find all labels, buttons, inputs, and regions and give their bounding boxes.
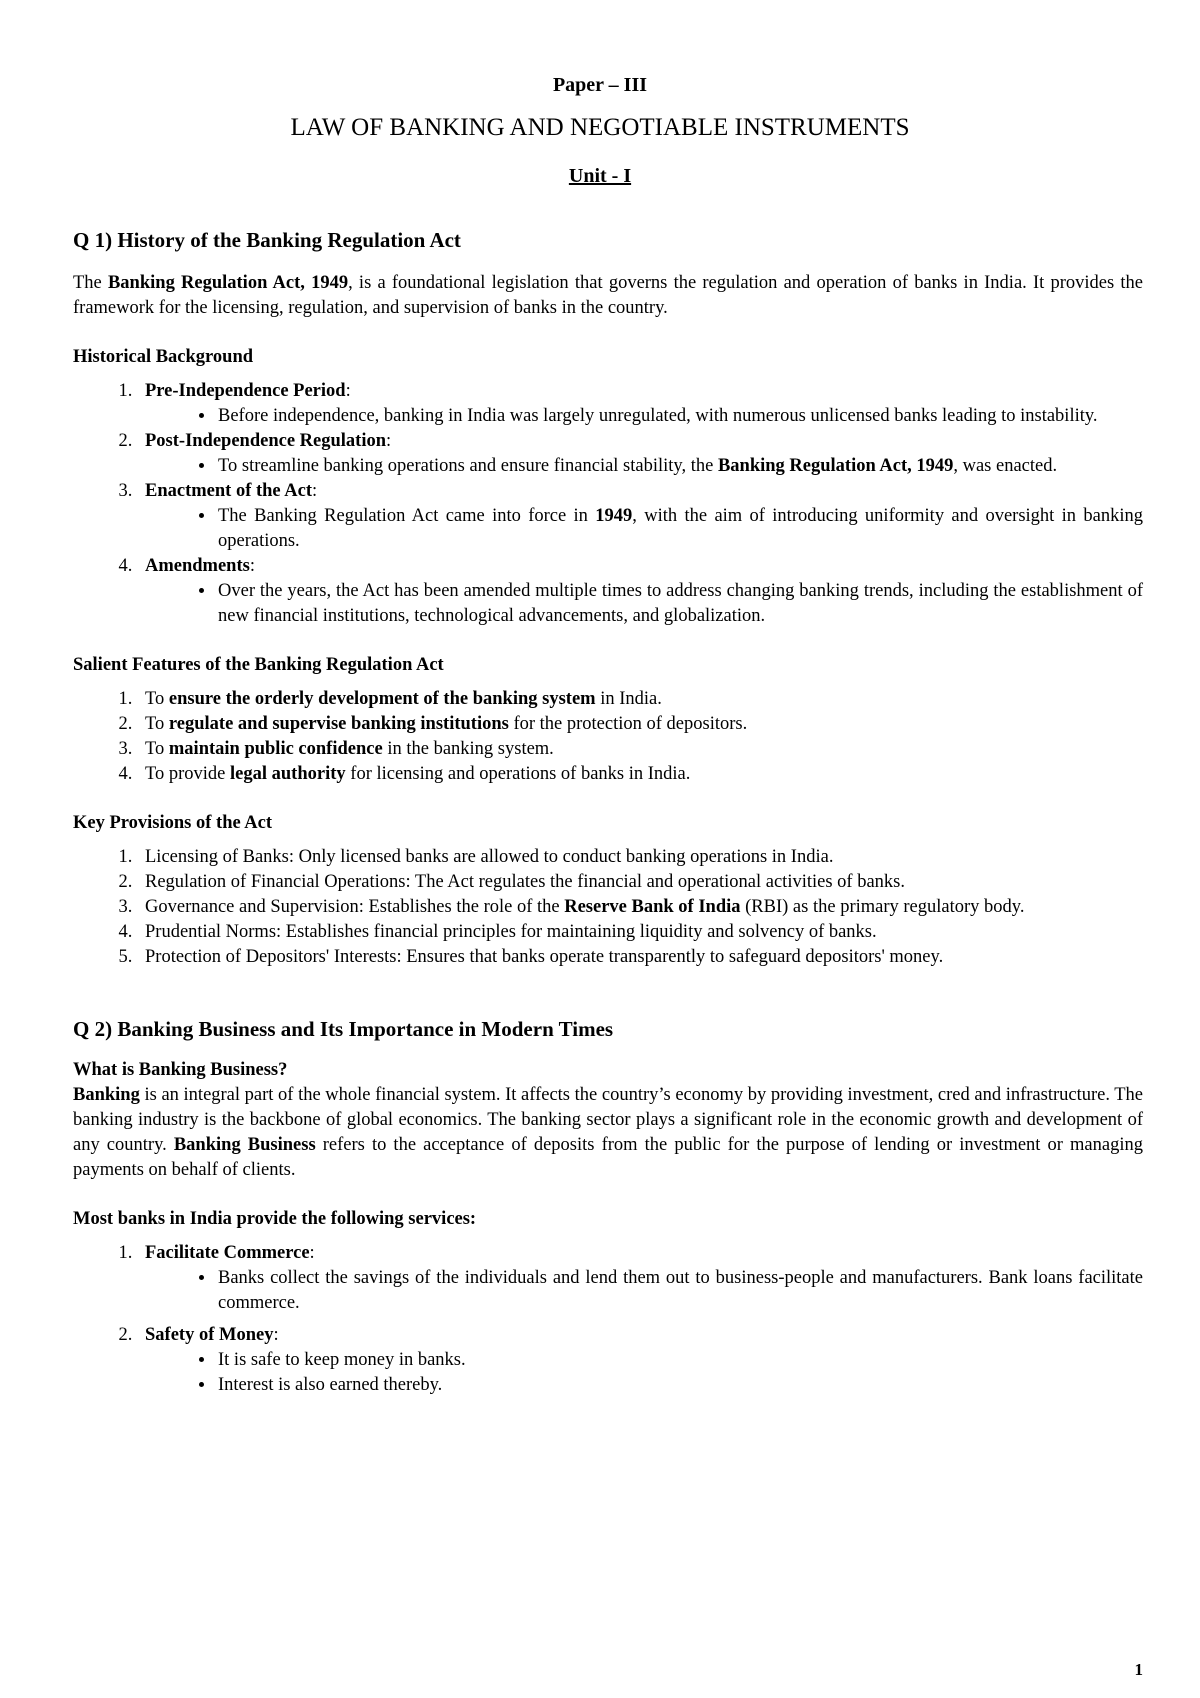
list-item: 4. Prudential Norms: Establishes financial principles for maintaining liquidity and solvency of banks. — [137, 920, 1143, 945]
list-item: 4. Amendments: • Over the years, the Act has been amended multiple times to address changing banking trends, including the establishment of new financial institutions, technological advancements, and globalization. — [137, 554, 1143, 629]
services-heading: Most banks in India provide the following services: — [73, 1209, 477, 1229]
list-item: 1. Facilitate Commerce: • Banks collect the savings of the individuals and lend them out to business-people and manufacturers. Bank loans facilitate commerce. — [137, 1241, 1143, 1316]
list-item: 2. Regulation of Financial Operations: The Act regulates the financial and operational activities of banks. — [137, 870, 1143, 895]
list-item: 3. To maintain public confidence in the banking system. — [137, 737, 1143, 762]
list-item: 4. To provide legal authority for licensing and operations of banks in India. — [137, 762, 1143, 787]
q1-intro-paragraph: The Banking Regulation Act, 1949, is a foundational legislation that governs the regulation and operation of banks in India. It provides the framework for the licensing, regulation, and supervision of banks in the country. — [73, 273, 1144, 318]
historical-background-list — [73, 379, 1143, 629]
list-item: 2. Post-Independence Regulation: • To streamline banking operations and ensure financial stability, the Banking Regulation Act, 1949, was enacted. — [137, 429, 1143, 479]
question-1-heading: Q 1) History of the Banking Regulation Act — [73, 228, 461, 252]
page-number: 1 — [1134, 1660, 1143, 1679]
list-item: 1. To ensure the orderly development of the banking system in India. — [137, 687, 1143, 712]
what-is-banking-heading: What is Banking Business? — [73, 1060, 288, 1080]
list-item: 3. Enactment of the Act: • The Banking Regulation Act came into force in 1949, with the aim of introducing uniformity and oversight in banking operations. — [137, 479, 1143, 554]
bullet-item: • Over the years, the Act has been amended multiple times to address changing banking trends, including the establishment of new financial institutions, technological advancements, and globalization. — [216, 579, 1143, 629]
bullet-item: • To streamline banking operations and ensure financial stability, the Banking Regulation Act, 1949, was enacted. — [216, 454, 1143, 479]
list-item: 1. Licensing of Banks: Only licensed banks are allowed to conduct banking operations in India. — [137, 845, 1143, 870]
unit-label: Unit - I — [568, 165, 632, 187]
list-item: 1. Pre-Independence Period: • Before independence, banking in India was largely unregulated, with numerous unlicensed banks leading to instability. — [137, 379, 1143, 429]
bullet-item: • The Banking Regulation Act came into force in 1949, with the aim of introducing uniformity and oversight in banking operations. — [216, 504, 1143, 554]
services-list — [73, 1241, 1143, 1398]
salient-features-heading: Salient Features of the Banking Regulation Act — [73, 655, 444, 675]
question-2-heading: Q 2) Banking Business and Its Importance in Modern Times — [73, 1017, 614, 1041]
bullet-item: • Before independence, banking in India was largely unregulated, with numerous unlicensed banks leading to instability. — [216, 404, 1143, 429]
list-item: 5. Protection of Depositors' Interests: Ensures that banks operate transparently to safeguard depositors' money. — [137, 945, 1143, 970]
bullet-item: • Banks collect the savings of the individuals and lend them out to business-people and manufacturers. Bank loans facilitate commerce. — [216, 1266, 1143, 1316]
list-item: 2. Safety of Money: • It is safe to keep money in banks. • Interest is also earned thereby. — [137, 1323, 1143, 1398]
document-body — [73, 226, 1143, 1398]
key-provisions-heading: Key Provisions of the Act — [73, 813, 273, 833]
banking-business-paragraph: Banking is an integral part of the whole financial system. It affects the country’s economy by providing investment, cred and infrastructure. The banking industry is the backbone of global economics. The banking sector plays a significant role in the economic growth and development of any country. Banking Business refers to the acceptance of deposits from the public for the purpose of lending or investment or managing payments on behalf of clients. — [73, 1085, 1144, 1180]
bullet-item: • It is safe to keep money in banks. — [216, 1348, 1143, 1373]
key-provisions-list — [73, 845, 1143, 970]
bullet-item: • Interest is also earned thereby. — [216, 1373, 1143, 1398]
salient-features-list — [73, 687, 1143, 787]
document-title: LAW OF BANKING AND NEGOTIABLE INSTRUMENTS — [290, 114, 910, 141]
list-item: 3. Governance and Supervision: Establishes the role of the Reserve Bank of India (RBI) as the primary regulatory body. — [137, 895, 1143, 920]
historical-background-heading: Historical Background — [73, 347, 254, 367]
list-item: 2. To regulate and supervise banking institutions for the protection of depositors. — [137, 712, 1143, 737]
paper-label: Paper – III — [552, 74, 648, 96]
